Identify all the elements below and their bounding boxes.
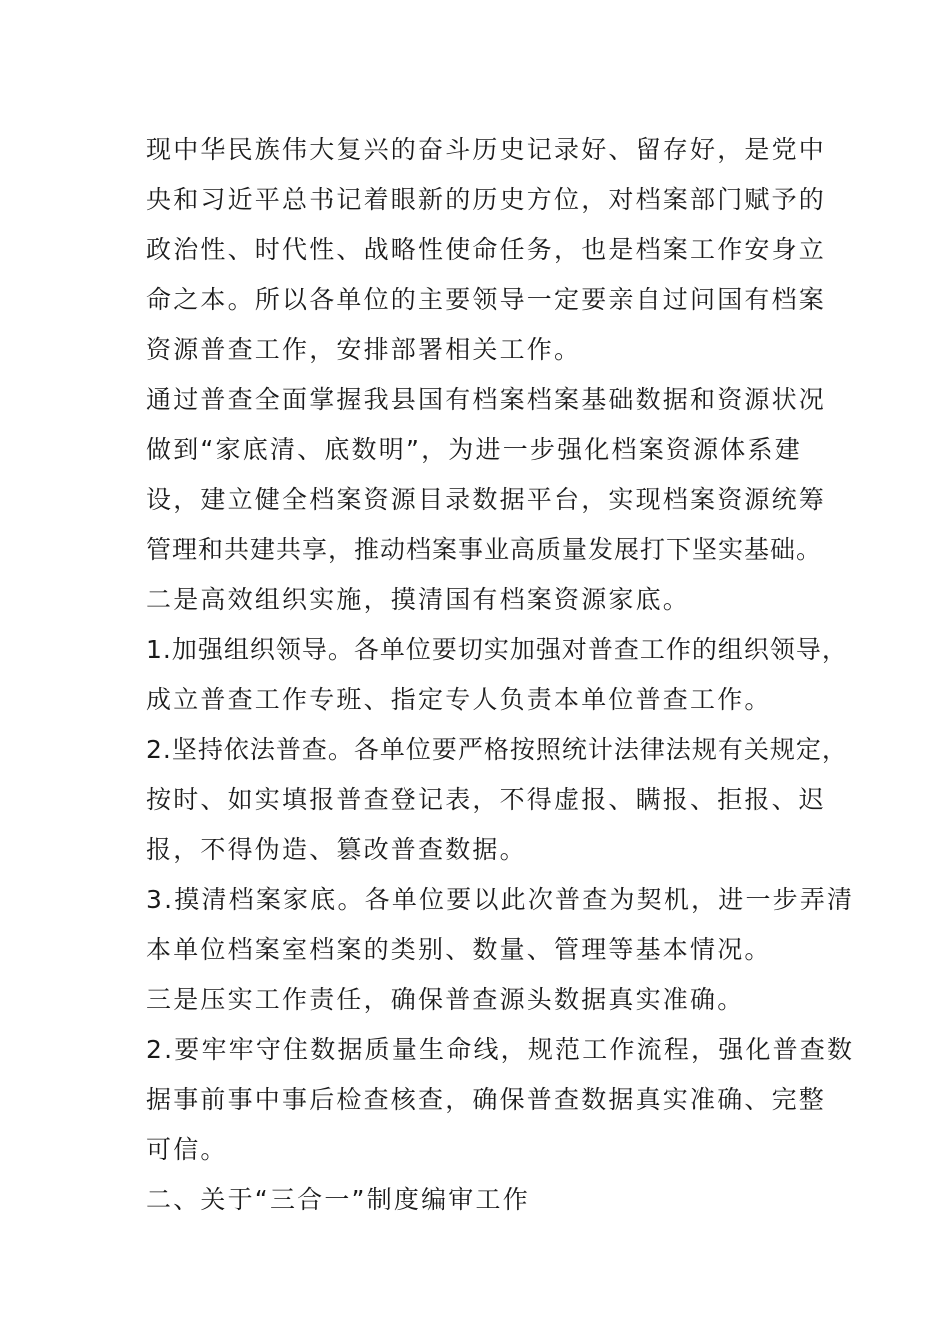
body-text-line: 报，不得伪造、篡改普查数据。 — [146, 835, 527, 864]
section-heading: 三是压实工作责任，确保普查源头数据真实准确。 — [146, 985, 745, 1014]
body-text-line: 管理和共建共享，推动档案事业高质量发展打下坚实基础。 — [146, 535, 823, 564]
body-text-line: 做到“家底清、底数明”，为进一步强化档案资源体系建 — [146, 435, 802, 464]
chapter-heading: 二、关于“三合一”制度编审工作 — [146, 1185, 530, 1214]
body-text-line: 据事前事中事后检查核查，确保普查数据真实准确、完整 — [146, 1085, 827, 1114]
body-text-line: 通过普查全面掌握我县国有档案档案基础数据和资源状况 — [146, 385, 827, 414]
list-item-1: 1.加强组织领导。各单位要切实加强对普查工作的组织领导， — [146, 635, 848, 664]
body-text-line: 设，建立健全档案资源目录数据平台，实现档案资源统筹 — [146, 485, 827, 514]
body-text-line: 现中华民族伟大复兴的奋斗历史记录好、留存好，是党中 — [146, 135, 827, 164]
body-text-line: 政治性、时代性、战略性使命任务，也是档案工作安身立 — [146, 235, 827, 264]
body-text-line: 本单位档案室档案的类别、数量、管理等基本情况。 — [146, 935, 772, 964]
body-text-line: 按时、如实填报普查登记表，不得虚报、瞒报、拒报、迟 — [146, 785, 827, 814]
body-text-line: 命之本。所以各单位的主要领导一定要亲自过问国有档案 — [146, 285, 827, 314]
list-item-3: 3.摸清档案家底。各单位要以此次普查为契机，进一步弄清 — [146, 885, 855, 914]
section-heading: 二是高效组织实施，摸清国有档案资源家底。 — [146, 585, 691, 614]
list-item-2: 2.坚持依法普查。各单位要严格按照统计法律法规有关规定， — [146, 735, 848, 764]
body-text-line: 可信。 — [146, 1135, 228, 1164]
body-text-line: 成立普查工作专班、指定专人负责本单位普查工作。 — [146, 685, 772, 714]
list-item-2b: 2.要牢牢守住数据质量生命线，规范工作流程，强化普查数 — [146, 1035, 855, 1064]
body-text-line: 资源普查工作，安排部署相关工作。 — [146, 335, 582, 364]
body-text-line: 央和习近平总书记着眼新的历史方位，对档案部门赋予的 — [146, 185, 827, 214]
